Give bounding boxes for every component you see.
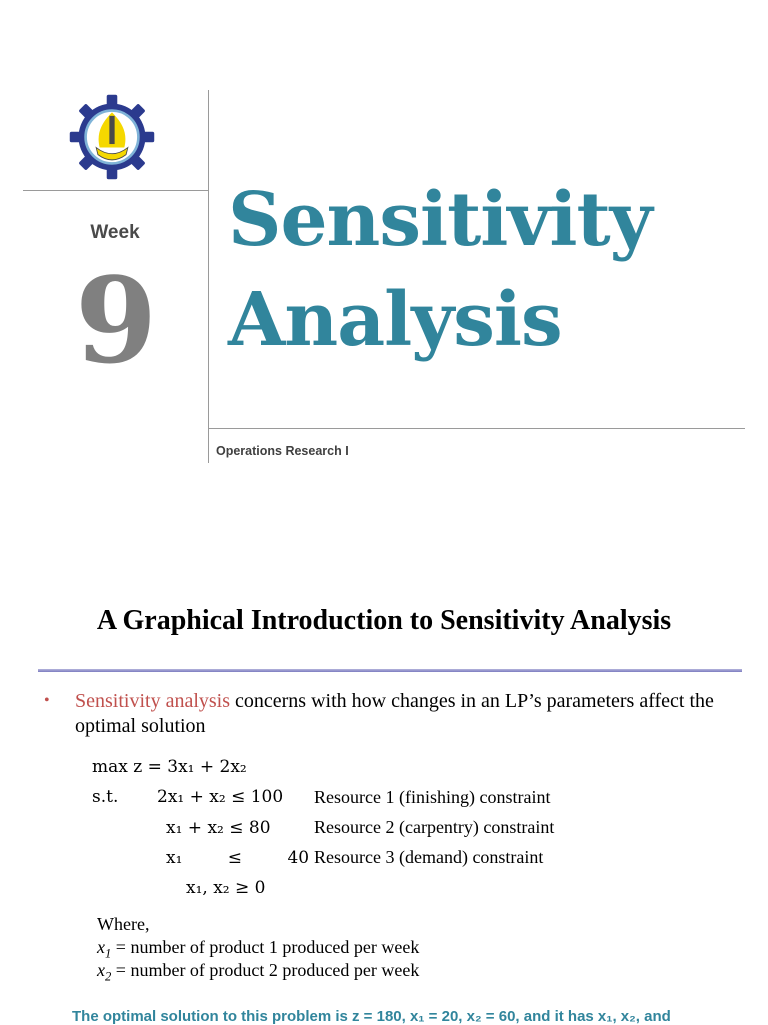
constraint-2-label: Resource 2 (carpentry) constraint (314, 817, 555, 837)
nonnegativity-constraint: x₁, x₂ ≥ 0 (186, 878, 266, 898)
title-line-1: Sensitivity (228, 177, 652, 263)
definition-x1-text: = number of product 1 produced per week (111, 937, 420, 957)
where-label: Where, (97, 914, 150, 934)
bullet-marker: • (44, 692, 50, 709)
title-line-2: Analysis (228, 277, 562, 363)
objective-function: max z = 3x₁ + 2x₂ (92, 757, 247, 777)
definition-x2: $x_2$ = number of product 2 produced per week (97, 960, 420, 984)
optimal-solution-text: The optimal solution to this problem is z = 180, x₁ = 20, x₂ = 60, and it has x₁, x₂, and (72, 1008, 671, 1025)
week-number: 9 (74, 251, 158, 390)
constraint-3-expression: x₁ ≤ 40 (166, 848, 310, 868)
bullet-highlight: Sensitivity analysis (75, 690, 230, 712)
heading-rule (38, 669, 742, 672)
st-label: s.t. (92, 787, 119, 807)
constraint-3-label: Resource 3 (demand) constraint (314, 847, 544, 867)
vertical-divider (208, 90, 209, 463)
bottom-horizontal-divider (208, 428, 745, 429)
definition-x1: $x_1$ = number of product 1 produced per week (97, 937, 420, 961)
bullet-body: concerns with how changes in an LP’s parameters affect the optimal solution (75, 690, 714, 737)
constraint-2-expression: x₁ + x₂ ≤ 80 (166, 818, 271, 838)
section-heading: A Graphical Introduction to Sensitivity Analysis (96, 605, 672, 636)
university-gear-emblem-icon (68, 93, 156, 181)
constraint-1-label: Resource 1 (finishing) constraint (314, 787, 551, 807)
slide-title (228, 170, 748, 370)
bullet-text (75, 689, 745, 739)
left-horizontal-divider (23, 190, 208, 191)
course-name: Operations Research I (216, 444, 349, 458)
constraint-1-expression: 2x₁ + x₂ ≤ 100 (157, 787, 284, 807)
definition-x2-text: = number of product 2 produced per week (111, 960, 420, 980)
week-label: Week (90, 222, 140, 243)
